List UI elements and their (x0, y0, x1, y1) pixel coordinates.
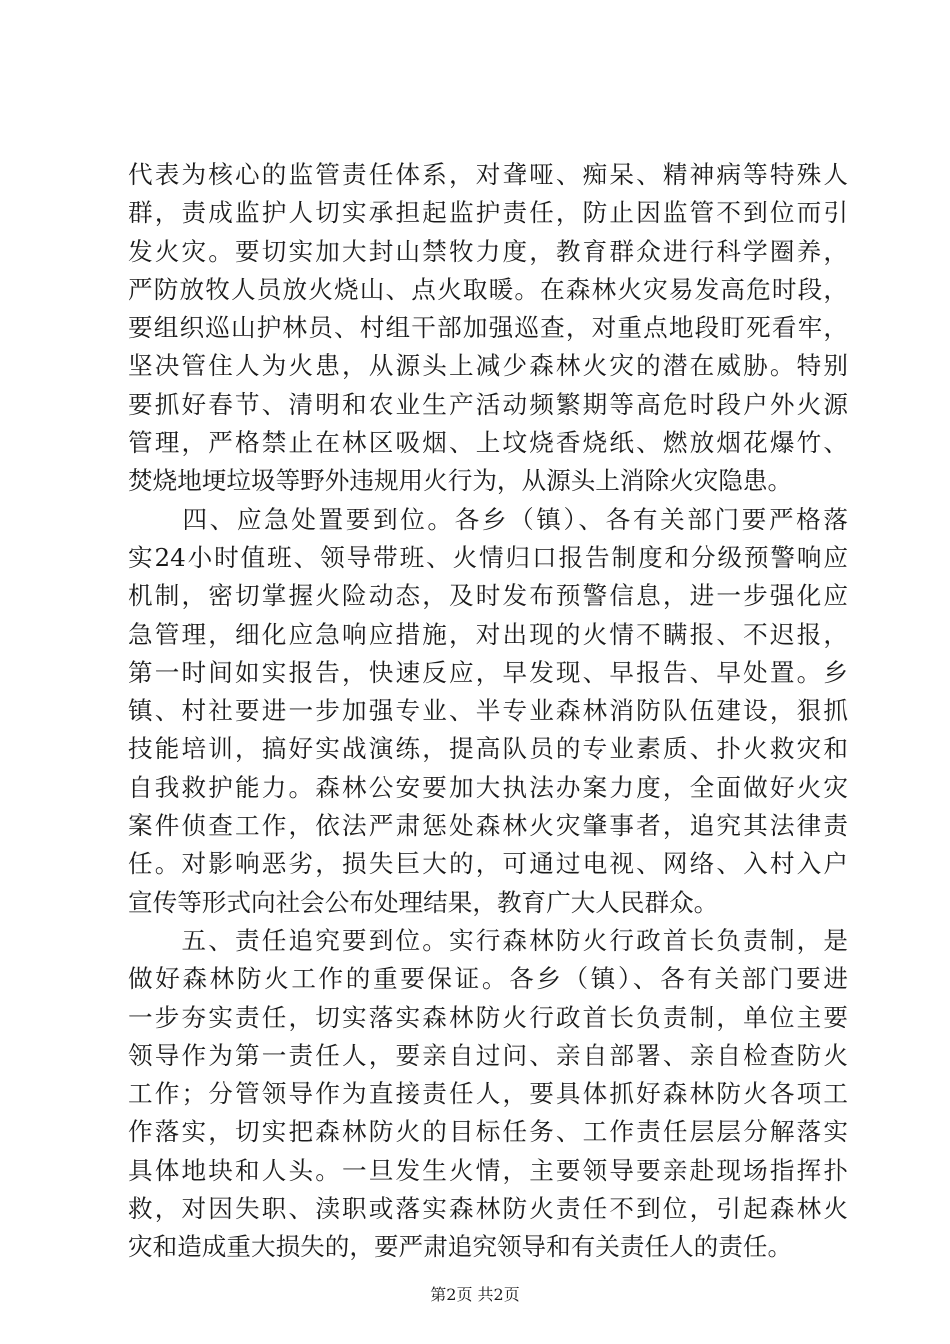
text-line: 发火灾。要切实加大封山禁牧力度，教育群众进行科学圈养， (128, 236, 848, 266)
text-line: 管理，严格禁止在林区吸烟、上坟烧香烧纸、燃放烟花爆竹、 (128, 428, 848, 458)
text-line: 工作；分管领导作为直接责任人，要具体抓好森林防火各项工 (128, 1079, 848, 1109)
text-line: 四、应急处置要到位。各乡（镇）、各有关部门要严格落 (128, 504, 848, 534)
text-line: 宣传等形式向社会公布处理结果，教育广大人民群众。 (128, 887, 719, 917)
text-line: 群，责成监护人切实承担起监护责任，防止因监管不到位而引 (128, 198, 848, 228)
text-line: 要组织巡山护林员、村组干部加强巡查，对重点地段盯死看牢， (128, 313, 848, 343)
text-line: 五、责任追究要到位。实行森林防火行政首长负责制，是 (128, 925, 848, 955)
text-line: 技能培训，搞好实战演练，提高队员的专业素质、扑火救灾和 (128, 734, 848, 764)
text-line: 案件侦查工作，依法严肃惩处森林火灾肇事者，追究其法律责 (128, 811, 848, 841)
text-line: 急管理，细化应急响应措施，对出现的火情不瞒报、不迟报， (128, 619, 848, 649)
text-line: 要抓好春节、清明和农业生产活动频繁期等高危时段户外火源 (128, 389, 848, 419)
text-line: 机制，密切掌握火险动态，及时发布预警信息，进一步强化应 (128, 581, 848, 611)
text-line: 作落实，切实把森林防火的目标任务、工作责任层层分解落实 (128, 1117, 848, 1147)
text-line: 一步夯实责任，切实落实森林防火行政首长负责制，单位主要 (128, 1002, 848, 1032)
text-line: 领导作为第一责任人，要亲自过问、亲自部署、亲自检查防火 (128, 1040, 848, 1070)
text-line: 第一时间如实报告，快速反应，早发现、早报告、早处置。乡 (128, 657, 848, 687)
text-line: 镇、村社要进一步加强专业、半专业森林消防队伍建设，狠抓 (128, 696, 848, 726)
text-line: 焚烧地埂垃圾等野外违规用火行为，从源头上消除火灾隐患。 (128, 466, 793, 496)
text-line: 坚决管住人为火患，从源头上减少森林火灾的潜在威胁。特别 (128, 351, 848, 381)
text-line: 做好森林防火工作的重要保证。各乡（镇）、各有关部门要进 (128, 964, 848, 994)
text-line: 具体地块和人头。一旦发生火情，主要领导要亲赴现场指挥扑 (128, 1155, 848, 1185)
text-line: 自我救护能力。森林公安要加大执法办案力度，全面做好火灾 (128, 772, 848, 802)
document-body (128, 156, 848, 1267)
page-number-footer: 第2页 共2页 (430, 1285, 520, 1304)
text-line: 实24小时值班、领导带班、火情归口报告制度和分级预警响应 (128, 542, 848, 572)
text-line: 灾和造成重大损失的，要严肃追究领导和有关责任人的责任。 (128, 1232, 793, 1262)
text-line: 任。对影响恶劣，损失巨大的，可通过电视、网络、入村入户 (128, 849, 848, 879)
text-line: 救，对因失职、渎职或落实森林防火责任不到位，引起森林火 (128, 1194, 848, 1224)
text-line: 严防放牧人员放火烧山、点火取暖。在森林火灾易发高危时段， (128, 274, 848, 304)
text-line: 代表为核心的监管责任体系，对聋哑、痴呆、精神病等特殊人 (128, 160, 848, 189)
